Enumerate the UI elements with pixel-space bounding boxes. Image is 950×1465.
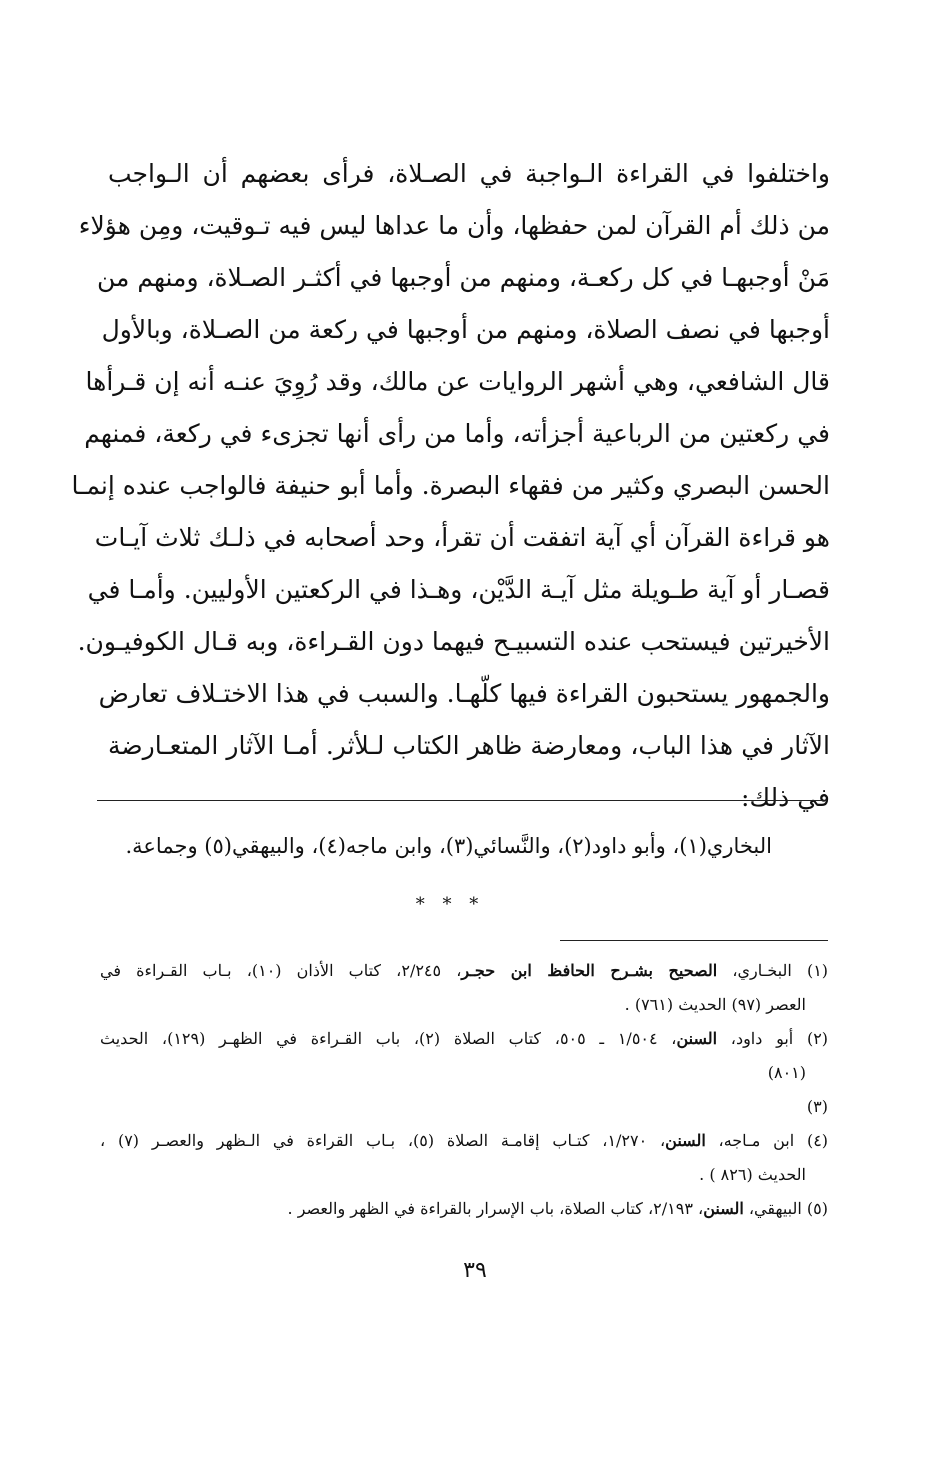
body-line-10: الأخيرتين فيستحب عنده التسبيـح فيهما دون القـراءة، وبه قـال الكوفيـون. <box>77 627 830 656</box>
footnote-5-book-title: السنن <box>703 1199 744 1218</box>
body-line-5: قال الشافعي، وهي أشهر الروايات عن مالك، وقد رُوِيَ عنـه أنه إن قـرأها <box>85 367 830 396</box>
footnote-2-continuation: (٨٠١) <box>767 1063 806 1082</box>
footnote-1-continuation: العصر (٩٧) الحديث (٧٦١) . <box>624 995 806 1014</box>
footnote-4-continuation: الحديث (٨٢٦ ) . <box>699 1165 806 1184</box>
footnote-3: (٣) <box>806 1097 828 1116</box>
section-stars: * * * <box>415 894 485 915</box>
cited-sources-line: البخاري(١)، وأبو داود(٢)، والنَّسائي(٣)، وابن ماجه(٤)، والبيهقي(٥) وجماعة. <box>125 834 772 858</box>
body-line-9: قصـار أو آية طـويلة مثل آيـة الدَّيْن، وهـذا في الركعتين الأوليين. وأمـا في <box>87 575 830 604</box>
footnote-2-book-title: السنن <box>676 1029 718 1048</box>
body-line-12: الآثار في هذا الباب، ومعارضة ظاهر الكتاب لـلأثر. أمـا الآثار المتعـارضة <box>108 731 830 760</box>
footnotes <box>100 954 828 1226</box>
body-line-13: في ذلك: <box>741 783 830 812</box>
footnote-4: (٤) ابن مـاجه، السنن، ١/٢٧٠، كتـاب إقامـة الصلاة (٥)، بـاب القراءة في الـظهر والعصـر (٧) ، <box>100 1131 829 1150</box>
footnote-divider <box>560 940 828 941</box>
footnote-2: (٢) أبو داود، السنن، ١/٥٠٤ ـ ٥٠٥، كتاب الصلاة (٢)، باب القـراءة في الظهـر (١٢٩)، الحديث <box>100 1029 829 1048</box>
body-line-2: من ذلك أم القرآن لمن حفظها، وأن ما عداها ليس فيه تـوقيت، ومِن هؤلاء <box>78 211 830 240</box>
body-line-6: في ركعتين من الرباعية أجزأته، وأما من رأى أنها تجزىء في ركعة، فمنهم <box>84 419 830 448</box>
body-line-4: أوجبها في نصف الصلاة، ومنهم من أوجبها في ركعة من الصـلاة، وبالأول <box>101 315 830 344</box>
body-line-7: الحسن البصري وكثير من فقهاء البصرة. وأما أبو حنيفة فالواجب عنده إنمـا <box>71 471 830 500</box>
section-divider <box>97 800 827 801</box>
main-body-text <box>71 148 830 824</box>
page-number: ٣٩ <box>463 1258 487 1283</box>
footnote-1-book-title: الصحيح بشـرح الحافظ ابن حجـر <box>461 961 718 980</box>
body-line-11: والجمهور يستحبون القراءة فيها كلّهـا. والسبب في هذا الاختـلاف تعارض <box>98 679 830 708</box>
footnote-5: (٥) البيهقي، السنن، ٢/١٩٣، كتاب الصلاة، باب الإسرار بالقراءة في الظهر والعصر . <box>287 1199 828 1218</box>
footnote-4-book-title: السنن <box>665 1131 706 1150</box>
body-line-8: هو قراءة القرآن أي آية اتفقت أن تقرأ، وحد أصحابه في ذلـك ثلاث آيـات <box>94 523 830 552</box>
body-line-1: واختلفوا في القراءة الـواجبة في الصـلاة، فرأى بعضهم أن الـواجب <box>108 159 830 188</box>
footnote-1: (١) البخـاري، الصحيح بشـرح الحافظ ابن حجـر، ٢/٢٤٥، كتاب الأذان (١٠)، بـاب القـراءة في <box>100 961 829 980</box>
body-line-3: مَنْ أوجبهـا في كل ركعـة، ومنهم من أوجبها في أكثـر الصـلاة، ومنهم من <box>96 263 830 292</box>
